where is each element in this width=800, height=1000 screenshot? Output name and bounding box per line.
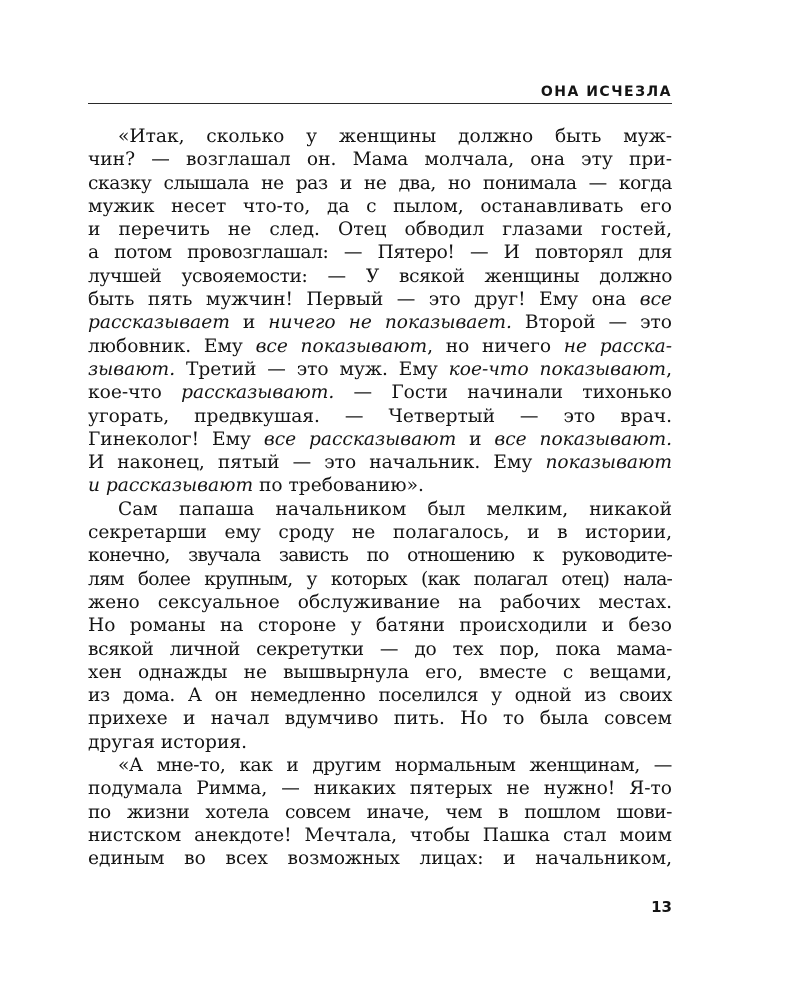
text-run: а потом провозглашал: — Пятеро! — И повторял для [88,242,672,264]
text-run: лучшей усвояемости: — У всякой женщины должно [88,265,672,287]
text-run: быть пять мужчин! Первый — это друг! Ему она [88,289,640,311]
text-run: Второй — это [511,312,672,334]
italic-run: не расска- [563,335,672,357]
paragraph [88,498,672,754]
text-line [88,707,672,730]
text-run: сказку слышала не раз и не два, но понимала — когда [88,172,672,194]
text-run: жено сексуальное обслуживание на рабочих местах. [88,591,672,613]
italic-run: все рассказывают [263,428,457,450]
text-line [88,661,672,684]
italic-run: ничего не показывает. [268,312,512,334]
text-run: нистском анекдоте! Мечтала, чтобы Пашка стал моим [88,824,672,846]
text-line [88,172,672,195]
italic-run: показывают [545,452,672,474]
italic-run: все показывают [255,335,428,357]
text-line [88,824,672,847]
italic-run: все показывают. [494,428,672,450]
text-run: конечно, звучала зависть по отношению к руководите- [88,545,672,567]
text-line [88,684,672,707]
text-line [88,754,672,777]
italic-run: и рассказывают [88,475,254,497]
text-run: Но романы на стороне у батяни происходили и безо [88,615,672,637]
text-run: «Итак, сколько у женщины должно быть муж- [118,126,672,147]
text-run: прихехе и начал вдумчиво пить. Но то была совсем [88,708,672,730]
text-line [88,544,672,567]
text-run: другая история. [88,731,247,753]
text-run: и перечить не след. Отец обводил глазами гостей, [88,219,672,241]
italic-run: зывают. [88,358,176,380]
text-run: и [229,312,269,334]
text-run: угорать, предвкушая. — Четвертый — это врач. [88,405,672,427]
text-run: всякой личной секретутки — до тех пор, пока мама- [88,638,672,660]
text-line [88,195,672,218]
text-run: , [666,358,672,380]
text-line [88,498,672,521]
text-run: любовник. Ему [88,335,256,357]
text-run: Гинеколог! Ему [88,428,264,450]
text-run: Сам папаша начальником был мелким, никакой [118,498,672,520]
text-run: «А мне-то, как и другим нормальным женщинам, — [118,755,672,777]
text-line [88,591,672,614]
text-line [88,125,672,148]
text-run: подумала Римма, — никаких пятерых не нужно! Я-то [88,778,672,800]
italic-run: все [639,289,672,311]
text-run: единым во всех возможных лицах: и начальником, [88,848,672,870]
text-line [88,335,672,358]
text-line [88,428,672,451]
text-line [88,311,672,334]
text-line [88,265,672,288]
text-line [88,218,672,241]
text-run: по жизни хотела совсем иначе, чем в пошлом шови- [88,801,672,823]
text-line [88,777,672,800]
italic-run: рассказывает [88,312,230,334]
text-line [88,358,672,381]
text-run: — Гости начинали тихонько [334,382,672,404]
text-line [88,731,672,754]
text-run: И наконец, пятый — это начальник. Ему [88,452,546,474]
running-title: ОНА ИСЧЕЗЛА [540,84,672,100]
text-line [88,288,672,311]
text-run: кое-что [88,382,182,404]
text-line [88,241,672,264]
text-line [88,381,672,404]
text-line [88,474,672,497]
text-line [88,521,672,544]
text-line [88,801,672,824]
text-run: Третий — это муж. Ему [175,358,449,380]
text-run: лям более крупным, у которых (как полагал отец) нала- [88,568,672,590]
text-run: и [456,428,495,450]
page-number: 13 [651,898,672,916]
book-page [88,0,672,1000]
text-line [88,148,672,171]
text-line [88,451,672,474]
text-run: мужик несет что-то, да с пылом, останавливать его [88,195,672,217]
paragraph [88,125,672,498]
text-line [88,405,672,428]
header-rule [88,103,672,104]
text-run: , но ничего [427,335,564,357]
text-line [88,614,672,637]
text-run: чин? — возглашал он. Мама молчала, она эту при- [88,149,672,171]
text-run: из дома. А он немедленно поселился у одной из своих [88,685,672,707]
text-run: секретарши ему сроду не полагалось, и в истории, [88,522,672,544]
text-line [88,638,672,661]
paragraph [88,754,672,870]
text-line [88,847,672,870]
text-run: хен однажды не вышвырнула его, вместе с вещами, [88,661,672,683]
italic-run: кое-что показывают [448,358,667,380]
text-run: по требованию». [253,475,424,497]
italic-run: рассказывают. [181,382,335,404]
body-text [88,125,672,871]
text-line [88,568,672,591]
